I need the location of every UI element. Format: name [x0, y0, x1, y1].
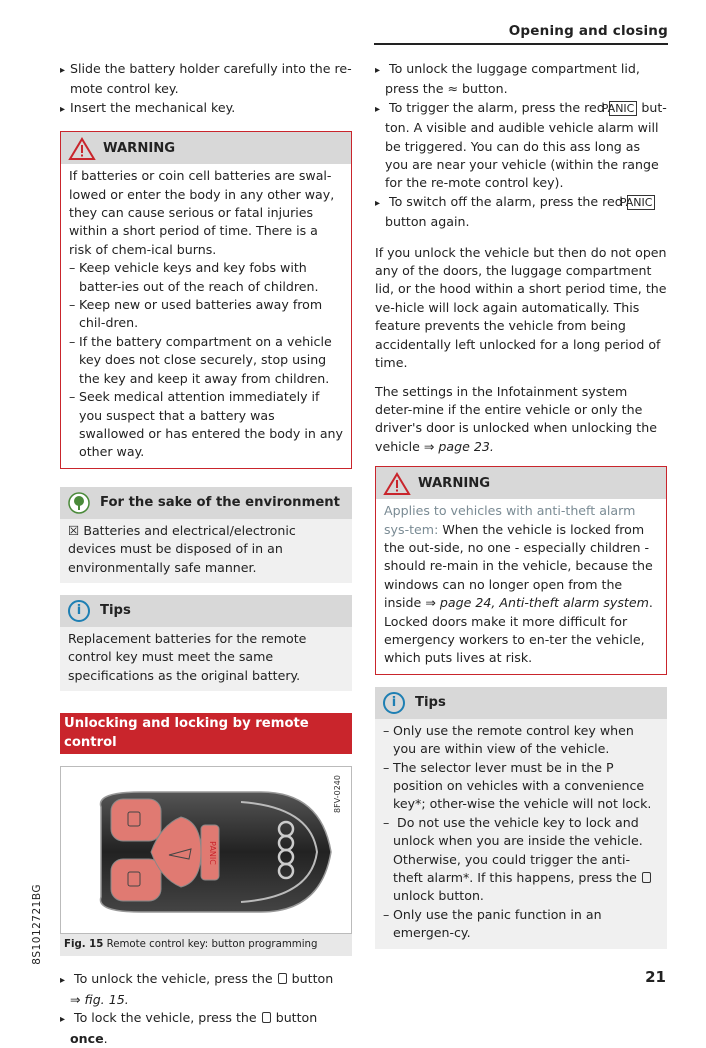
- warning-box-anti-theft: [375, 466, 667, 675]
- tips-unlock-button-text: unlock button.: [393, 888, 484, 904]
- recycle-bin-icon: ☒: [68, 522, 80, 538]
- step-lock-once: once: [70, 1030, 104, 1046]
- tips-box-left: [60, 595, 352, 691]
- page-reference: ⇒ page 23.: [423, 438, 494, 454]
- warning-triangle-icon: [384, 473, 410, 495]
- figure-reference: ⇒ fig. 15.: [70, 991, 129, 1007]
- tips-title: Tips: [415, 694, 446, 710]
- step-battery-holder: ▸ Slide the battery holder carefully into the re-mote control key.: [60, 60, 352, 99]
- step-trunk-text: To unlock the luggage compartment lid, press the: [385, 61, 640, 97]
- paragraph-auto-lock: If you unlock the vehicle but then do not open any of the doors, the luggage compartment lid, or the hood within a short period time, the ve-hicle will lock again automatically. This feature prevents the vehicle from being accidentally left unlocked for a long period of time.: [375, 244, 667, 371]
- remote-key-illustration: [81, 777, 341, 927]
- step-lock: [60, 1009, 352, 1048]
- tips-box-right: [375, 687, 667, 949]
- step-insert-key: ▸ Insert the mechanical key.: [60, 99, 352, 119]
- step-alarm-text-end: but-ton. A visible and audible vehicle alarm will be triggered. You can do this ass long as you are near your vehicle (within the range for the re-mote control key).: [385, 99, 667, 191]
- right-column: [375, 60, 667, 949]
- figure-code: 8FV-0240: [332, 774, 342, 813]
- trunk-button-icon: ≈: [447, 81, 459, 97]
- environment-box: [60, 487, 352, 583]
- tips-item: – Only use the panic function in an emergen-cy.: [383, 906, 659, 943]
- info-icon: i: [383, 692, 405, 714]
- document-code: 8S1012721BG: [31, 884, 43, 965]
- warning-item: – Keep vehicle keys and key fobs with batter-ies out of the reach of children.: [69, 259, 343, 296]
- panic-key-label: PANIC: [627, 195, 656, 210]
- tips-item: – Only use the remote control key when you are within view of the vehicle.: [383, 722, 659, 759]
- environment-icon: [68, 492, 90, 514]
- step-alarm: [375, 99, 667, 193]
- tips-text: Replacement batteries for the remote control key must meet the same specifications as the original battery.: [68, 630, 307, 683]
- tips-item-text: Do not use the vehicle key to lock and unlock when you are inside the vehicle. Otherwise, you could trigger the anti-theft alarm*. If this happens, press the: [393, 814, 643, 886]
- section-title: Opening and closing: [508, 23, 668, 39]
- unlock-button-icon: [642, 872, 651, 883]
- warning-item: – Keep new or used batteries away from chil-dren.: [69, 296, 343, 333]
- warning-item: – Seek medical attention immediately if you suspect that a battery was swallowed or has entered the body in any other way.: [69, 388, 343, 462]
- environment-header: [60, 487, 352, 519]
- paragraph-settings: [375, 383, 667, 457]
- environment-title: For the sake of the environment: [100, 494, 340, 510]
- warning-item: – If the battery compartment on a vehicle key does not close securely, stop using the key and keep it away from children.: [69, 333, 343, 388]
- warning-text: When the vehicle is locked from the out-side, no one - especially children - should re-main in the vehicle, because the windows can no longer open from the inside: [384, 521, 653, 611]
- panic-key-label: PANIC: [609, 101, 638, 116]
- step-trunk-end: button.: [462, 81, 508, 97]
- step-alarm-off: [375, 193, 667, 232]
- step-unlock-text-end: button: [291, 971, 334, 987]
- figure-caption: [60, 934, 352, 956]
- warning-text-end: . Locked doors make it more difficult for emergency workers to en-ter the vehicle, which puts lives at risk.: [384, 595, 653, 666]
- lock-button-icon: [262, 1012, 271, 1023]
- applies-to-text: Applies to vehicles with anti-theft alarm sys-tem:: [384, 503, 636, 537]
- step-trunk: [375, 60, 667, 99]
- step-lock-text: To lock the vehicle, press the: [74, 1010, 257, 1026]
- figure-caption-text: Remote control key: button programming: [106, 938, 318, 950]
- warning-header: [376, 467, 666, 499]
- header-rule: [374, 43, 668, 45]
- figure-remote-key: [60, 766, 352, 934]
- figure-label: Fig. 15: [64, 938, 104, 950]
- tips-title: Tips: [100, 602, 131, 618]
- warning-title: WARNING: [103, 141, 176, 157]
- step-off-text-end: button again.: [385, 214, 470, 230]
- warning-title: WARNING: [418, 475, 491, 491]
- unlock-button-icon: [278, 973, 287, 984]
- left-column: [60, 60, 352, 1048]
- warning-triangle-icon: [69, 138, 95, 160]
- warning-intro: If batteries or coin cell batteries are swal-lowed or enter the body in any other way, they can cause serious or fatal injuries within a short period of time. There is a risk of chem-ical burns.: [69, 168, 335, 257]
- step-alarm-text: To trigger the alarm, press the red: [389, 99, 605, 115]
- environment-text: Batteries and electrical/electronic devices must be disposed of in an environmentally safe manner.: [68, 522, 296, 575]
- step-unlock: [60, 970, 352, 1009]
- tips-item: [383, 814, 659, 906]
- panic-label: PANIC: [208, 841, 217, 865]
- page-number: 21: [645, 968, 666, 986]
- warning-header: [61, 132, 351, 164]
- step-lock-end: .: [103, 1030, 108, 1046]
- subsection-heading: Unlocking and locking by remote control: [60, 713, 352, 754]
- tips-header: [60, 595, 352, 627]
- page-reference: ⇒ page 24, Anti-theft alarm system: [425, 595, 649, 611]
- step-unlock-text: To unlock the vehicle, press the: [74, 971, 273, 987]
- paragraph-settings-text: The settings in the Infotainment system deter-mine if the entire vehicle or only the driver's door is unlocked when unlocking the vehicle: [375, 383, 657, 454]
- step-lock-text-mid: button: [275, 1010, 318, 1026]
- tips-header: [375, 687, 667, 719]
- info-icon: i: [68, 600, 90, 622]
- warning-box-batteries: [60, 131, 352, 469]
- tips-item: – The selector lever must be in the P position on vehicles with a convenience key*; other-wise the vehicle will not lock.: [383, 759, 659, 814]
- step-off-text: To switch off the alarm, press the red: [389, 193, 623, 209]
